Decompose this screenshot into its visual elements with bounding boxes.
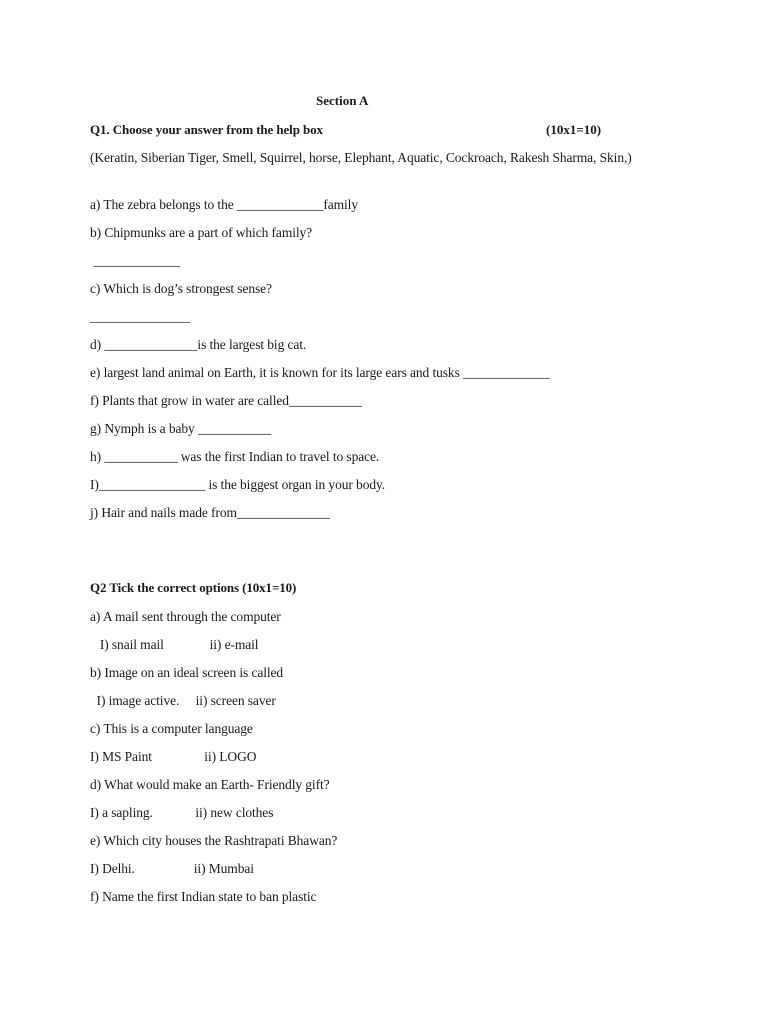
q1-item-b: b) Chipmunks are a part of which family? <box>90 225 313 240</box>
q1-item-c: c) Which is dog’s strongest sense? <box>90 281 272 296</box>
q2-item-f: f) Name the first Indian state to ban plastic <box>90 889 317 904</box>
q1-item-h: h) ___________ was the first Indian to travel to space. <box>90 449 380 464</box>
q1-item-b-blank: _____________ <box>90 253 180 268</box>
q2-item-c: c) This is a computer language <box>90 721 253 736</box>
q1-item-i: I)________________ is the biggest organ in your body. <box>90 477 386 492</box>
q2-item-c-options: I) MS Paint ii) LOGO <box>90 749 257 764</box>
q2-item-d-options: I) a sapling. ii) new clothes <box>90 805 274 820</box>
q1-item-c-blank: _______________ <box>90 309 190 324</box>
section-title: Section A <box>316 93 369 108</box>
q2-item-b: b) Image on an ideal screen is called <box>90 665 284 680</box>
q1-marks: (10x1=10) <box>546 122 602 137</box>
q2-item-a: a) A mail sent through the computer <box>90 609 281 624</box>
q2-item-e: e) Which city houses the Rashtrapati Bhawan? <box>90 833 338 848</box>
q1-item-j: j) Hair and nails made from______________ <box>90 505 330 520</box>
q2-heading: Q2 Tick the correct options (10x1=10) <box>90 580 297 595</box>
q2-item-e-options: I) Delhi. ii) Mumbai <box>90 861 254 876</box>
q1-item-e: e) largest land animal on Earth, it is known for its large ears and tusks _____________ <box>90 365 550 380</box>
q2-item-b-options: I) image active. ii) screen saver <box>90 693 276 708</box>
q1-item-a: a) The zebra belongs to the _____________family <box>90 197 358 212</box>
q1-heading: Q1. Choose your answer from the help box <box>90 122 323 137</box>
q2-item-a-options: I) snail mail ii) e-mail <box>90 637 259 652</box>
q1-help-box: (Keratin, Siberian Tiger, Smell, Squirrel, horse, Elephant, Aquatic, Cockroach, Rakesh Sharma, Skin,) <box>90 150 632 165</box>
q1-item-g: g) Nymph is a baby ___________ <box>90 421 272 436</box>
q1-item-d: d) ______________is the largest big cat. <box>90 337 307 352</box>
q1-item-f: f) Plants that grow in water are called___________ <box>90 393 363 408</box>
q2-item-d: d) What would make an Earth- Friendly gift? <box>90 777 330 792</box>
